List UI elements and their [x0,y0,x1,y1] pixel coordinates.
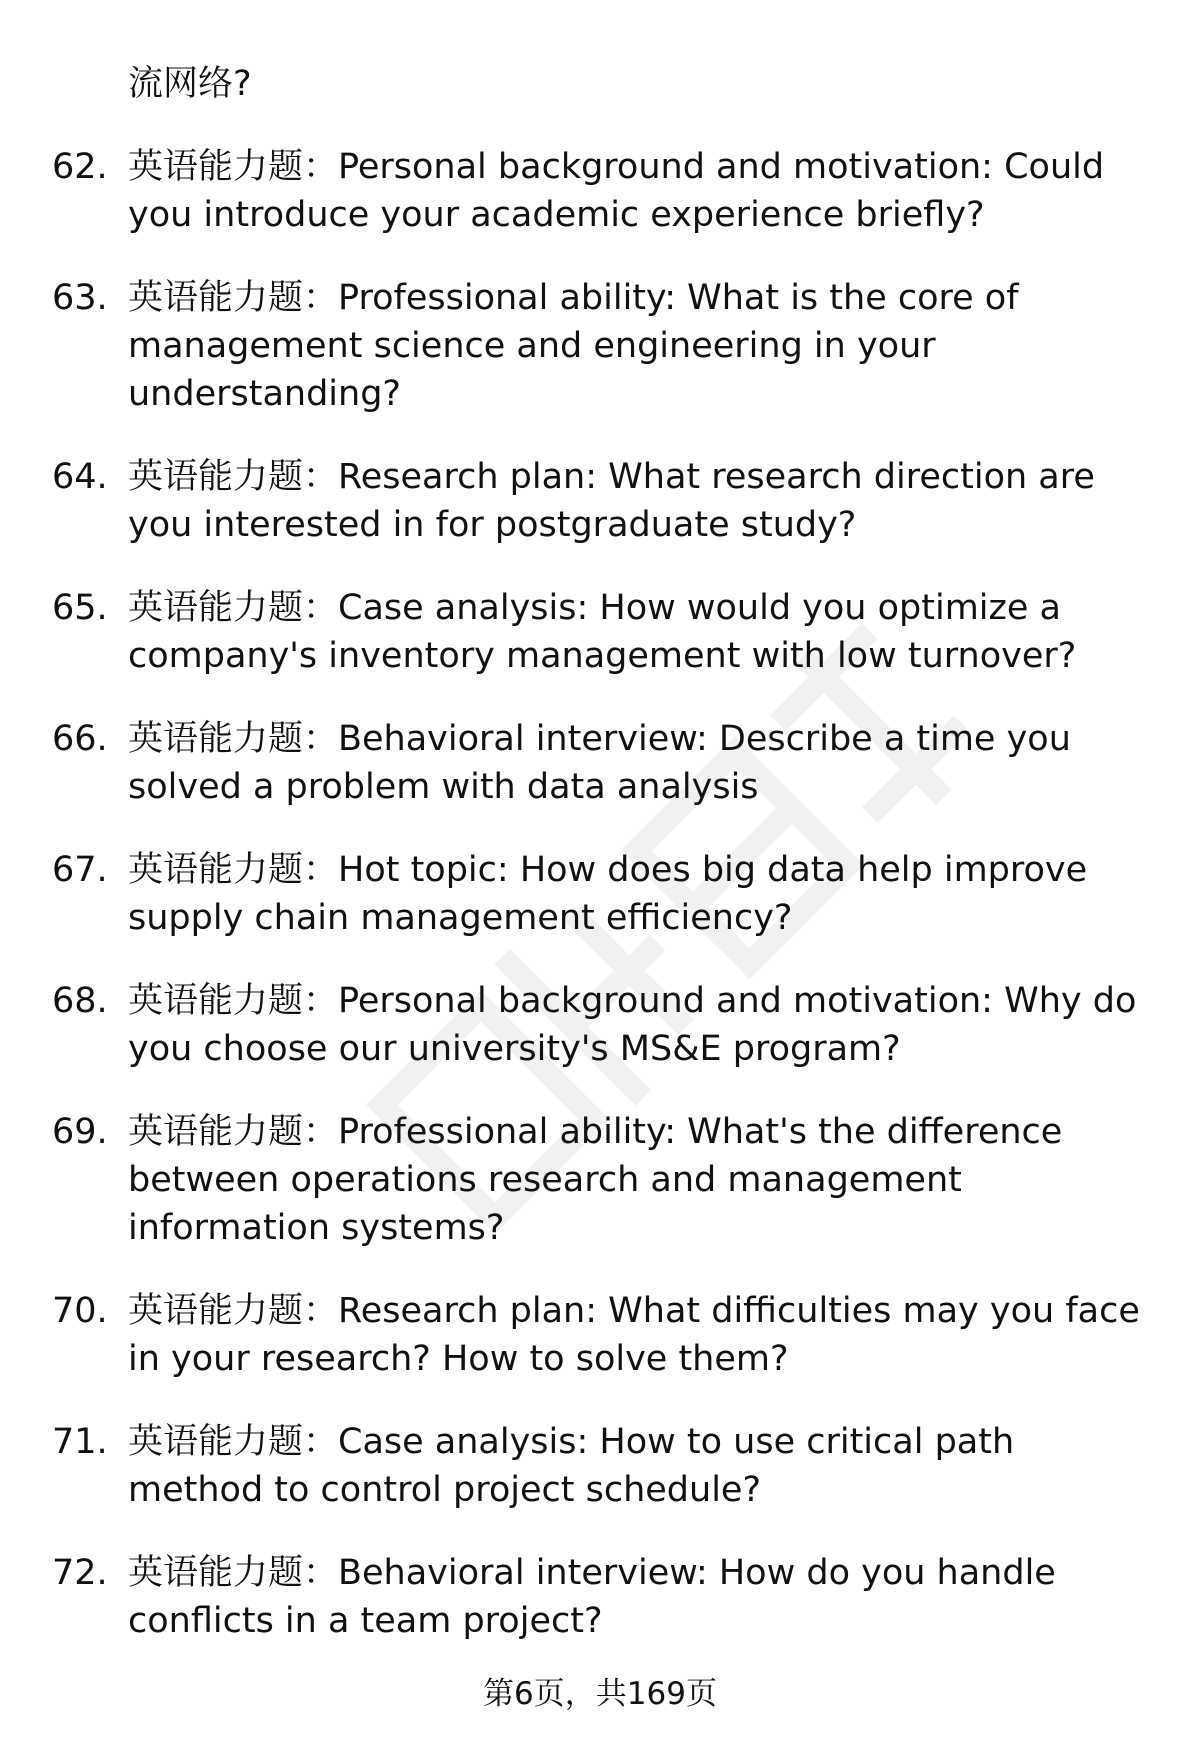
question-item [0,274,1200,418]
question-list [0,143,1200,1680]
question-text: 英语能力题：Hot topic: How does big data help improve supply chain management efficiency? [128,850,1088,938]
question-item [0,453,1200,549]
question-number: 69. [52,1112,108,1152]
question-number: 62. [52,147,108,187]
question-text: 英语能力题：Behavioral interview: How do you handle conflicts in a team project? [128,1553,1056,1641]
question-number: 70. [52,1291,108,1331]
question-text: 英语能力题：Case analysis: How would you optimize a company's inventory management with low turnover? [128,588,1077,676]
question-item [0,846,1200,942]
question-item [0,1287,1200,1383]
question-text: 英语能力题：Personal background and motivation: Could you introduce your academic experience briefly? [128,147,1105,235]
question-item [0,1108,1200,1252]
question-text: 英语能力题：Professional ability: What's the difference between operations research and management information systems? [128,1112,1063,1248]
question-item [0,715,1200,811]
question-text: 英语能力题：Professional ability: What is the core of management science and engineering in your understanding? [128,278,1019,414]
continuation-text: 流网络? [128,64,252,104]
question-number: 63. [52,278,108,318]
question-text: 英语能力题：Personal background and motivation: Why do you choose our university's MS&E program? [128,981,1137,1069]
question-number: 66. [52,719,108,759]
question-number: 68. [52,981,108,1021]
question-number: 67. [52,850,108,890]
page-indicator: 第6页，共169页 [483,1676,717,1712]
question-number: 71. [52,1422,108,1462]
question-item [0,1549,1200,1645]
question-item [0,1418,1200,1514]
question-text: 英语能力题：Research plan: What research direction are you interested in for postgraduate study? [128,457,1095,545]
question-number: 72. [52,1553,108,1593]
question-item [0,584,1200,680]
question-number: 65. [52,588,108,628]
question-item [0,143,1200,239]
question-number: 64. [52,457,108,497]
question-text: 英语能力题：Case analysis: How to use critical path method to control project schedule? [128,1422,1015,1510]
question-text: 英语能力题：Behavioral interview: Describe a time you solved a problem with data analysis [128,719,1071,807]
question-item [0,977,1200,1073]
question-text: 英语能力题：Research plan: What difficulties may you face in your research? How to solve them? [128,1291,1140,1379]
